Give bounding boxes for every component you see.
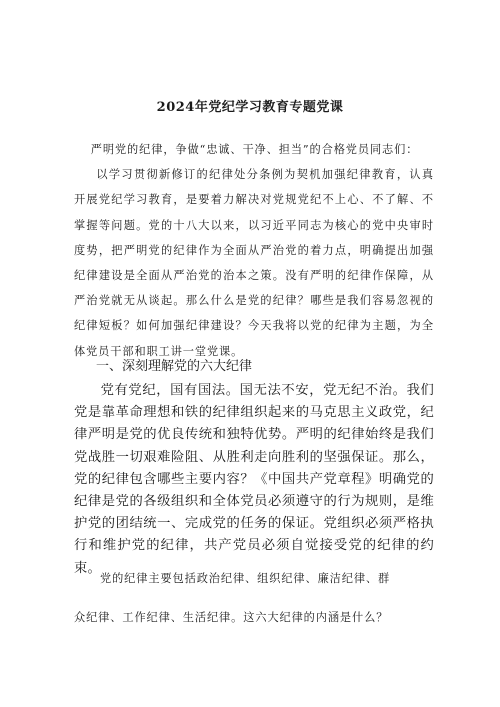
page-title: 2024年党纪学习教育专题党课	[156, 100, 344, 115]
intro-paragraph: 以学习贯彻新修订的纪律处分条例为契机加强纪律教育，认真开展党纪学习教育，是要着力解决对党规党纪不上心、不了解、不掌握等问题。党的十八大以来，以习近平同志为核心的党中央审时度势，把严明党的纪律作为全面从严治党的着力点，明确提出加强纪律建设是全面从严治党的治本之策。没有严明的纪律作保障，从严治党就无从谈起。那么什么是党的纪律？哪些是我们容易忽视的纪律短板？如何加强纪律建设？今天我将以党的纪律为主题，为全体党员干部和职工讲一堂党课。	[74, 168, 434, 358]
section-body	[74, 380, 434, 580]
intro-section	[74, 137, 434, 364]
footer-line-1: 党的纪律主要包括政治纪律、组织纪律、廉洁纪律、群	[100, 572, 391, 585]
section-body-paragraph: 党有党纪，国有国法。国无法不安，党无纪不治。我们党是靠革命理想和铁的纪律组织起来的马克思主义政党，纪律严明是党的优良传统和独特优势。严明的纪律始终是我们党战胜一切艰难险阻、从胜利走向胜利的坚强保证。那么，党的纪律包含哪些主要内容？《中国共产党章程》明确党的纪律是党的各级组织和全体党员必须遵守的行为规则，是维护党的团结统一、完成党的任务的保证。党组织必须严格执行和维护党的纪律，共产党员必须自觉接受党的纪律的约束。	[74, 383, 434, 576]
section-heading: 一、深刻理解党的六大纪律	[96, 359, 253, 374]
greeting-paragraph: 严明党的纪律，争做“忠诚、干净、担当”的合格党员同志们：	[90, 143, 419, 156]
footer-line-2: 众纪律、工作纪律、生活纪律。这六大纪律的内涵是什么？	[74, 611, 389, 624]
